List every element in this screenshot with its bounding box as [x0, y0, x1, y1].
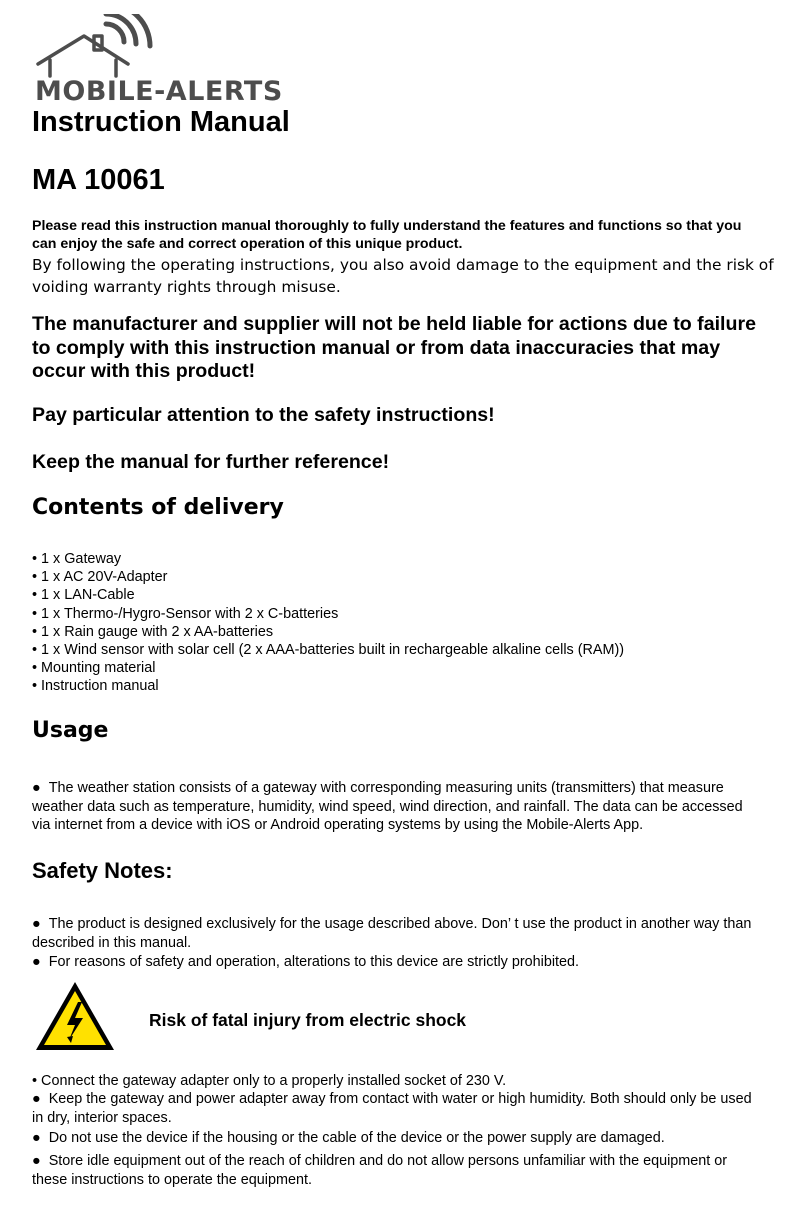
model-number: MA 10061	[32, 164, 165, 196]
bullet-icon: •	[32, 569, 42, 586]
intro-plain-line: voiding warranty rights through misuse.	[32, 278, 341, 296]
bullet-icon: •	[32, 660, 42, 677]
liability-line: to comply with this instruction manual or from data inaccuracies that may	[32, 336, 721, 359]
intro-bold-line: Please read this instruction manual thoroughly to fully understand the features and functions so that you	[32, 218, 742, 234]
bullet-icon: ●	[32, 1091, 49, 1107]
safety-bullet: • Connect the gateway adapter only to a properly installed socket of 230 V.	[32, 1073, 507, 1089]
bullet-icon: •	[32, 551, 42, 567]
logo-text: MOBILE-ALERTS	[35, 76, 283, 107]
bullet-icon: ●	[32, 916, 49, 932]
bullet-icon: ●	[32, 1153, 49, 1169]
bullet-icon: ●	[32, 1130, 49, 1146]
liability-line: The manufacturer and supplier will not be held liable for actions due to failure	[32, 313, 756, 335]
contents-list	[32, 550, 624, 696]
safety-heading: Safety Notes:	[32, 858, 173, 883]
usage-paragraph: ● The weather station consists of a gateway with corresponding measuring units (transmitters) that measure weather data such as temperature, humidity, wind speed, wind direction, and rainfall. The data can be accessed via internet from a device with iOS or Android operating systems by using the Mobile-Alerts App.	[32, 780, 743, 833]
attention-note: Pay particular attention to the safety instructions!	[32, 404, 495, 426]
page-title: Instruction Manual	[32, 106, 290, 138]
list-item: • 1 x Rain gauge with 2 x AA-batteries	[32, 623, 274, 640]
list-item: • Mounting material	[32, 660, 156, 677]
intro-bold-text	[32, 217, 741, 253]
safety-bullet: ● Store idle equipment out of the reach of children and do not allow persons unfamiliar with the equipment or these instructions to operate the equipment.	[32, 1153, 728, 1188]
safety-bullet: ● Keep the gateway and power adapter away from contact with water or high humidity. Both should only be used in dry, interior spaces.	[32, 1091, 752, 1126]
safety-bullet: ● Do not use the device if the housing or the cable of the device or the power supply are damaged.	[32, 1130, 665, 1146]
safety-note: ● For reasons of safety and operation, alterations to this device are strictly prohibited.	[32, 954, 580, 970]
liability-warning	[32, 313, 756, 384]
liability-line: occur with this product!	[32, 360, 256, 382]
list-item: • Instruction manual	[32, 678, 159, 695]
bullet-icon: ●	[32, 780, 49, 796]
intro-plain-line: By following the operating instructions, you also avoid damage to the equipment and the risk of	[32, 256, 774, 274]
bullet-icon: •	[32, 641, 42, 658]
bullet-icon: •	[32, 678, 42, 695]
keep-manual-note: Keep the manual for further reference!	[32, 451, 390, 473]
list-item: • 1 x AC 20V-Adapter	[32, 569, 168, 586]
mobile-alerts-logo	[32, 14, 294, 106]
safety-note: ● The product is designed exclusively for the usage described above. Don’ t use the product in another way than described in this manual.	[32, 916, 752, 951]
usage-heading: Usage	[32, 718, 109, 743]
high-voltage-warning-icon	[34, 980, 116, 1052]
list-item: • 1 x Gateway	[32, 551, 122, 567]
house-signal-icon	[32, 14, 294, 84]
list-item: • 1 x LAN-Cable	[32, 587, 135, 604]
list-item: • 1 x Wind sensor with solar cell (2 x AAA-batteries built in rechargeable alkaline cells (RAM))	[32, 641, 625, 658]
intro-bold-line: can enjoy the safe and correct operation of this unique product.	[32, 236, 463, 252]
electric-shock-heading: Risk of fatal injury from electric shock	[149, 1010, 467, 1030]
bullet-icon: •	[32, 1073, 42, 1089]
bullet-icon: •	[32, 587, 42, 604]
bullet-icon: •	[32, 623, 42, 640]
contents-heading: Contents of delivery	[32, 495, 284, 520]
list-item: • 1 x Thermo-/Hygro-Sensor with 2 x C-batteries	[32, 605, 339, 622]
intro-plain-text	[32, 254, 774, 298]
bullet-icon: ●	[32, 954, 49, 970]
bullet-icon: •	[32, 605, 42, 622]
